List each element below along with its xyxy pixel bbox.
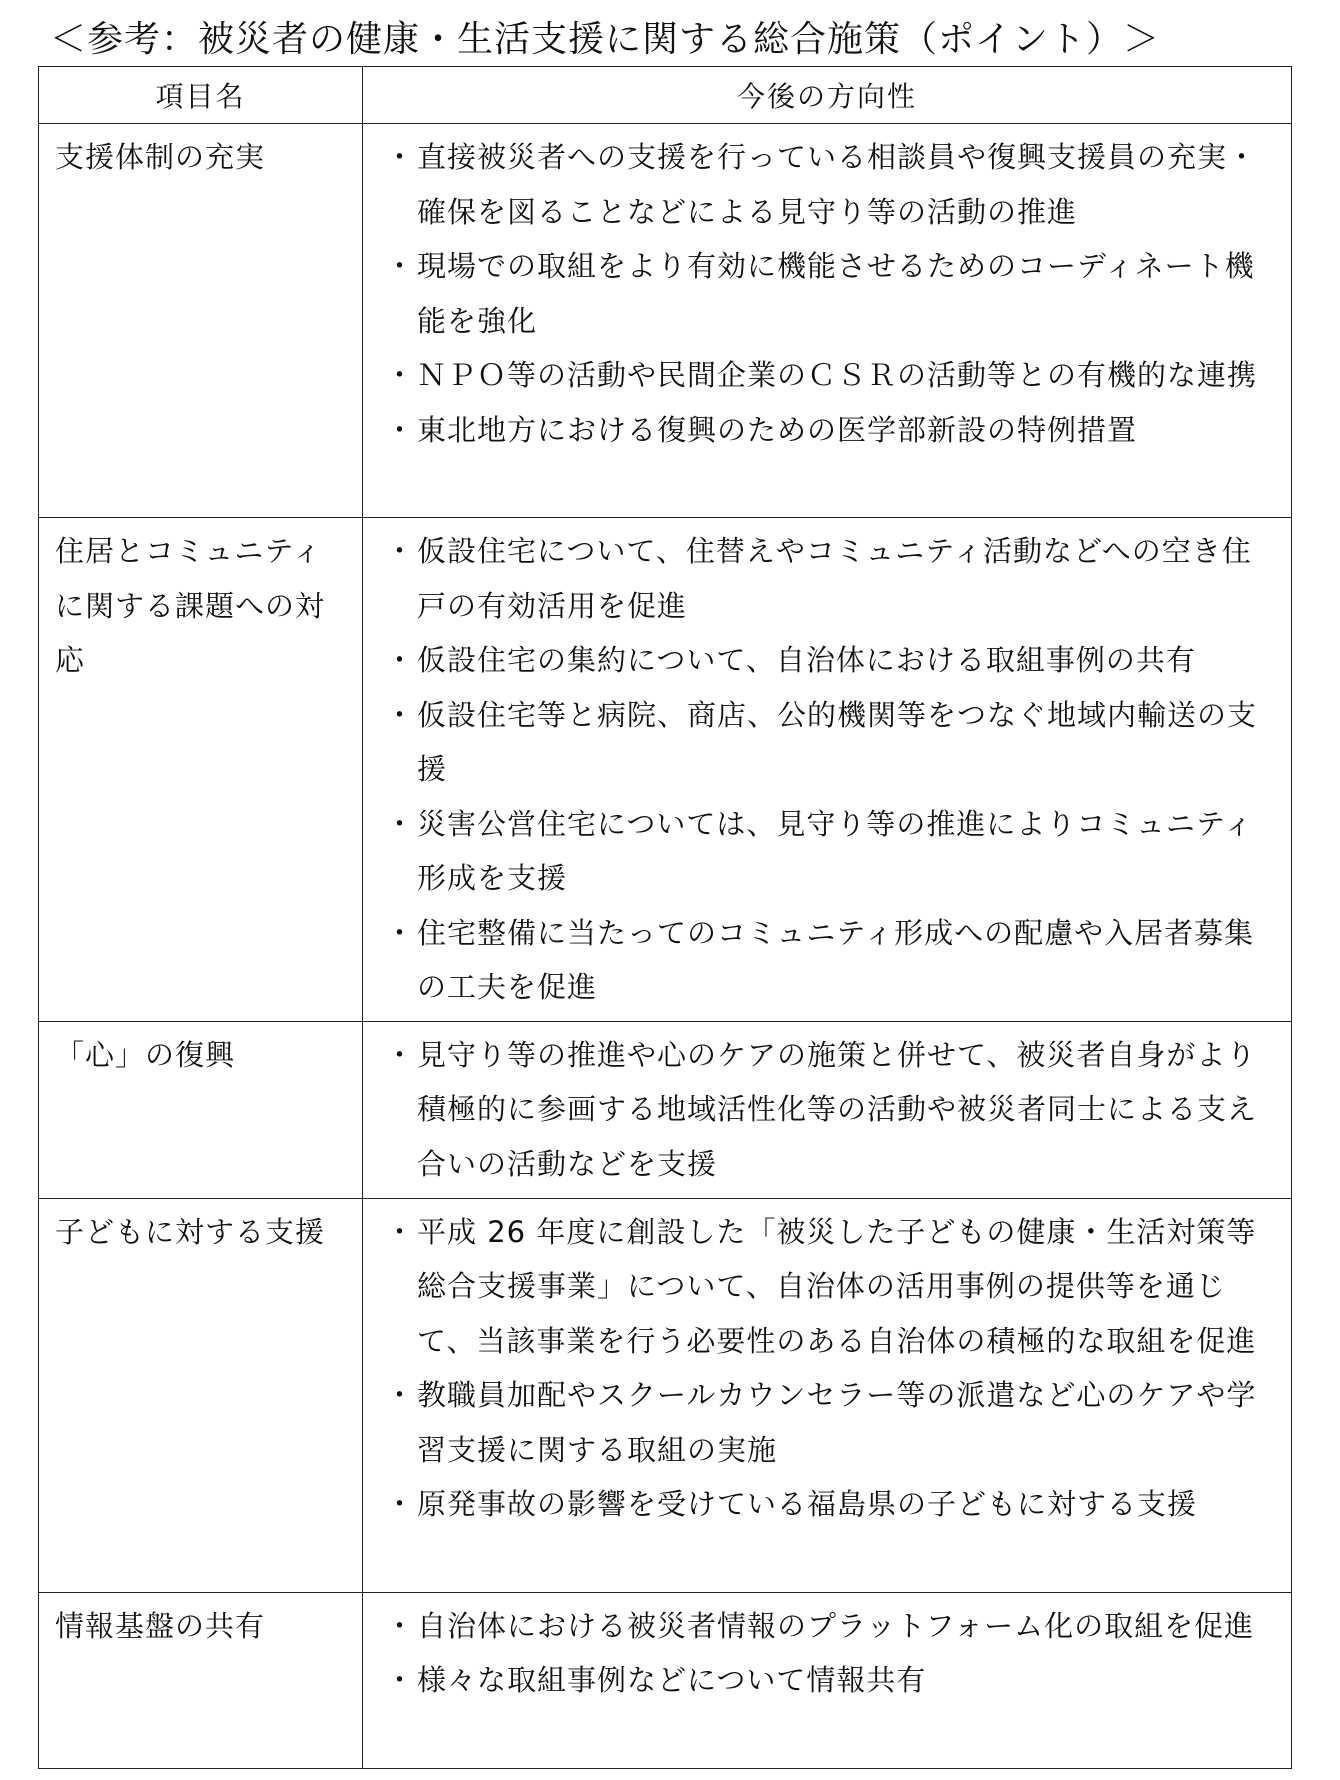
direction-cell — [363, 1021, 1292, 1198]
item-name-cell: 支援体制の充実 — [39, 124, 363, 518]
direction-list — [385, 1599, 1279, 1708]
table-row — [39, 124, 1292, 518]
table-row — [39, 518, 1292, 1022]
table-row — [39, 1021, 1292, 1198]
direction-cell — [363, 518, 1292, 1022]
direction-item: ・ 様々な取組事例などについて情報共有 — [385, 1653, 1279, 1708]
direction-list — [385, 1028, 1279, 1192]
direction-item: ・ 住宅整備に当たってのコミュニティ形成への配慮や入居者募集の工夫を促進 — [385, 906, 1279, 1015]
direction-item: ・ 自治体における被災者情報のプラットフォーム化の取組を促進 — [385, 1599, 1279, 1654]
table-header-row — [39, 67, 1292, 124]
direction-item: ・ ＮＰＯ等の活動や民間企業のＣＳＲの活動等との有機的な連携 — [385, 348, 1279, 403]
direction-cell — [363, 1592, 1292, 1768]
item-name-cell: 「心」の復興 — [39, 1021, 363, 1198]
item-name-cell: 住居とコミュニティに関する課題への対応 — [39, 518, 363, 1022]
direction-cell — [363, 124, 1292, 518]
direction-item: ・ 教職員加配やスクールカウンセラー等の派遣など心のケアや学習支援に関する取組の実施 — [385, 1368, 1279, 1477]
direction-item: ・ 現場での取組をより有効に機能させるためのコーディネート機能を強化 — [385, 239, 1279, 348]
table-row — [39, 1592, 1292, 1768]
item-name-cell: 情報基盤の共有 — [39, 1592, 363, 1768]
direction-item: ・ 見守り等の推進や心のケアの施策と併せて、被災者自身がより積極的に参画する地域活性化等の活動や被災者同士による支え合いの活動などを支援 — [385, 1028, 1279, 1192]
direction-item: ・ 仮設住宅の集約について、自治体における取組事例の共有 — [385, 633, 1279, 688]
direction-item: ・ 東北地方における復興のための医学部新設の特例措置 — [385, 403, 1279, 458]
header-future-direction: 今後の方向性 — [363, 67, 1292, 124]
direction-list — [385, 524, 1279, 1015]
direction-item: ・ 原発事故の影響を受けている福島県の子どもに対する支援 — [385, 1477, 1279, 1532]
direction-item: ・ 直接被災者への支援を行っている相談員や復興支援員の充実・確保を図ることなどによる見守り等の活動の推進 — [385, 130, 1279, 239]
direction-item: ・ 仮設住宅等と病院、商店、公的機関等をつなぐ地域内輸送の支援 — [385, 688, 1279, 797]
direction-list — [385, 130, 1279, 457]
direction-list — [385, 1205, 1279, 1532]
direction-item: ・ 災害公営住宅については、見守り等の推進によりコミュニティ形成を支援 — [385, 797, 1279, 906]
direction-item: ・ 仮設住宅について、住替えやコミュニティ活動などへの空き住戸の有効活用を促進 — [385, 524, 1279, 633]
direction-item: ・ 平成 26 年度に創設した「被災した子どもの健康・生活対策等総合支援事業」について、自治体の活用事例の提供等を通じて、当該事業を行う必要性のある自治体の積極的な取組を促進 — [385, 1205, 1279, 1369]
policy-table — [38, 66, 1292, 1769]
header-item-name: 項目名 — [39, 67, 363, 124]
item-name-cell: 子どもに対する支援 — [39, 1198, 363, 1592]
table-row — [39, 1198, 1292, 1592]
page-title: ＜参考：被災者の健康・生活支援に関する総合施策（ポイント）＞ — [50, 19, 1161, 60]
direction-cell — [363, 1198, 1292, 1592]
